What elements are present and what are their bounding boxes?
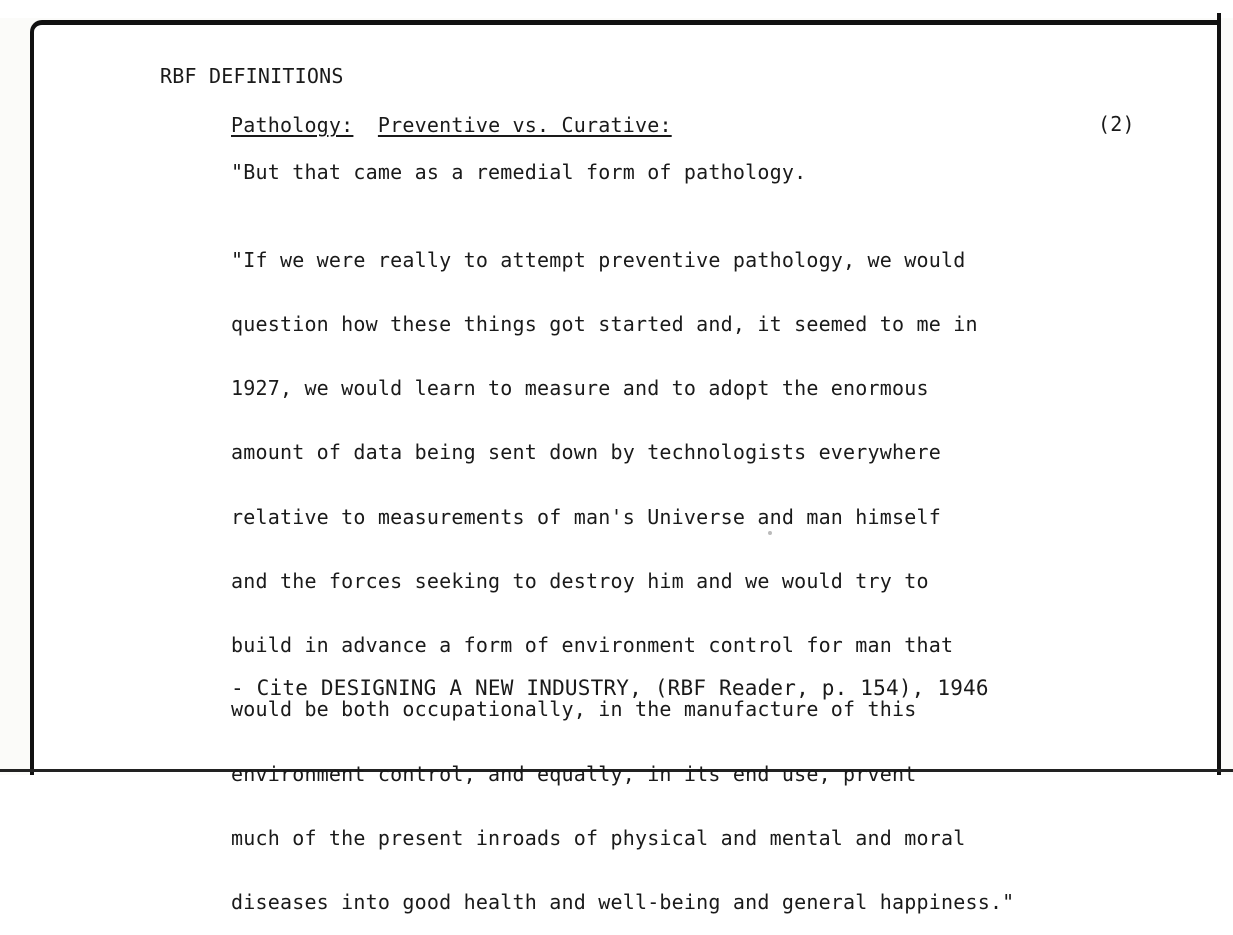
quote-body (231, 207, 1014, 935)
quote-line: diseases into good health and well-being and general happiness." (231, 890, 1015, 914)
quote-line: "If we were really to attempt preventive pathology, we would (231, 247, 966, 272)
scan-top-margin (0, 0, 1233, 18)
quote-line: build in advance a form of environment control for man that (231, 633, 954, 658)
paper-speck (768, 531, 772, 535)
citation: - Cite DESIGNING A NEW INDUSTRY, (RBF Reader, p. 154), 1946 (231, 676, 989, 700)
quote-line: question how these things got started and, it seemed to me in (231, 312, 978, 337)
quote-line: 1927, we would learn to measure and to adopt the enormous (231, 376, 929, 401)
card-header: RBF DEFINITIONS (160, 64, 344, 88)
quote-line: environment control, and equally, in its end use, prvent (231, 761, 917, 786)
card-right-edge (1217, 13, 1221, 775)
quote-line: much of the present inroads of physical and mental and moral (231, 825, 966, 850)
card-subtitle (231, 115, 672, 136)
topic-label: Pathology: (231, 113, 354, 137)
subtopic-label: Preventive vs. Curative: (377, 113, 672, 137)
intro-quote: "But that came as a remedial form of pathology. (231, 160, 807, 184)
page-number: (2) (1098, 112, 1135, 136)
quote-line: would be both occupationally, in the manufacture of this (231, 697, 917, 722)
quote-line: relative to measurements of man's Universe and man himself (231, 504, 941, 529)
quote-line: and the forces seeking to destroy him and we would try to (231, 568, 929, 593)
quote-line: amount of data being sent down by technologists everywhere (231, 440, 941, 465)
